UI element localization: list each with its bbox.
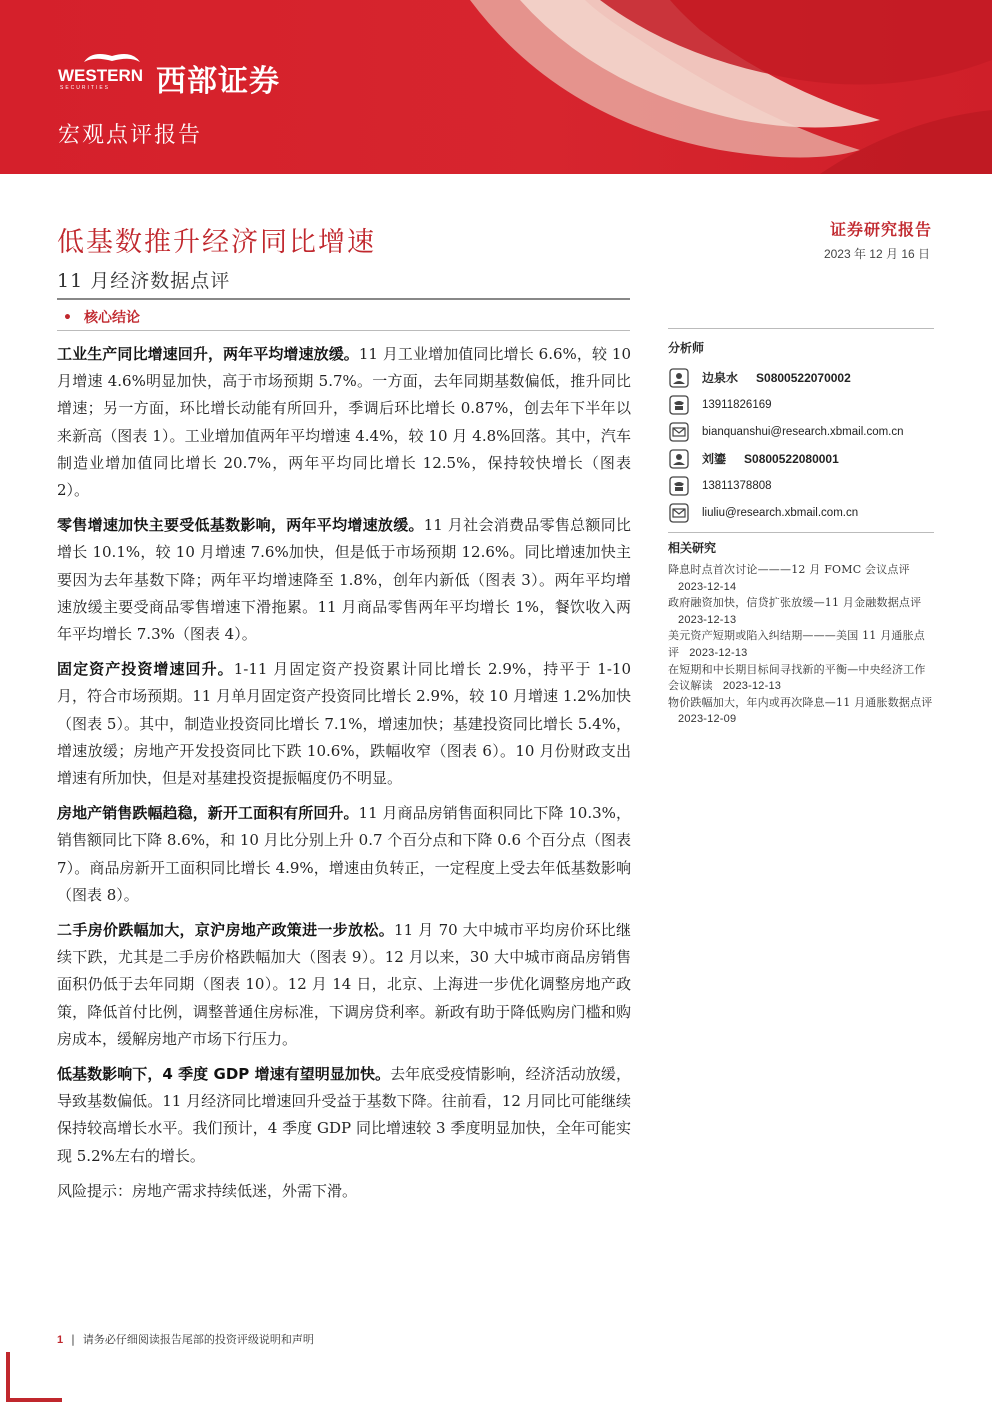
- analyst-phone: 13811378808: [702, 479, 772, 492]
- paragraph-property-sales: [57, 800, 631, 909]
- core-conclusion-heading: [63, 307, 140, 327]
- paragraph-lead: 固定资产投资增速回升。: [57, 660, 234, 679]
- analyst-email[interactable]: bianquanshui@research.xbmail.com.cn: [702, 425, 904, 438]
- analyst-cert-code: S0800522070002: [756, 370, 851, 385]
- logo-chinese: 西部证券: [156, 64, 280, 99]
- logo-english: WESTERN: [58, 66, 143, 85]
- email-icon: [668, 422, 690, 442]
- related-date: 2023-12-09: [678, 713, 737, 726]
- phone-icon: [668, 395, 690, 415]
- page-number: 1: [57, 1334, 64, 1346]
- related-date: 2023-12-13: [678, 613, 737, 626]
- report-title: 低基数推升经济同比增速: [57, 227, 376, 258]
- paragraph-text: 11 月 70 大中城市平均房价环比继续下跌，尤其是二手房价格跌幅加大（图表 9）。12 月以来，30 大中城市商品房销售面积仍低于去年同期（图表 10）。12 月 14 日，北京、上海进一步优化调整房地产政策，降低首付比例，调整普通住房标准，下调房贷利率。新政有助于降低购房门槛和购房成本，缓解房地产市场下行压力。: [57, 921, 631, 1048]
- page-footer: [57, 1331, 314, 1347]
- paragraph-lead: 零售增速加快主要受低基数影响，两年平均增速放缓。: [57, 516, 424, 535]
- paragraph-investment: [57, 656, 631, 792]
- corner-mark-vertical: [6, 1352, 10, 1402]
- title-divider: [57, 298, 630, 300]
- related-research-item[interactable]: [668, 662, 934, 695]
- sidebar-divider: [668, 328, 934, 329]
- document-type: 证券研究报告: [829, 220, 932, 239]
- bull-logo-icon: [82, 48, 142, 68]
- related-title: 在短期和中长期目标间寻找新的平衡—中央经济工作会议解读: [668, 662, 926, 693]
- paragraph-lead: 房地产销售跌幅趋稳，新开工面积有所回升。: [57, 804, 359, 823]
- logo-english-sub: SECURITIES: [60, 85, 111, 91]
- related-research-list: [668, 562, 934, 728]
- footer-separator: |: [71, 1333, 75, 1346]
- sidebar-divider: [668, 532, 934, 533]
- paragraph-gdp: [57, 1061, 631, 1170]
- related-date: 2023-12-14: [678, 580, 737, 593]
- paragraph-text: 11 月工业增加值同比增长 6.6%，较 10 月增速 4.6%明显加快，高于市场预期 5.7%。一方面，去年同期基数偏低，推升同比增速；另一方面，环比增长动能有所回升，季调后环比增长 0.87%，创去年下半年以来新高（图表 1）。工业增加值两年平均增速 4.4%，较 10 月 4.8%回落。其中，汽车制造业增加值同比增长 20.7%，两年平均同比增长 12.5%，保持较快增长（图表 2）。: [57, 345, 631, 500]
- related-title: 物价跌幅加大，年内或再次降息—11 月通胀数据点评: [668, 695, 933, 709]
- related-research-item[interactable]: [668, 628, 934, 661]
- related-title: 政府融资加快，信贷扩张放缓—11 月金融数据点评: [668, 596, 922, 610]
- report-type: 宏观点评报告: [58, 123, 203, 148]
- paragraph-industry: [57, 341, 631, 504]
- core-conclusion-label: 核心结论: [83, 310, 140, 326]
- bullet: •: [63, 310, 72, 326]
- paragraph-risk: [57, 1178, 631, 1205]
- footer-disclaimer: 请务必仔细阅读报告尾部的投资评级说明和声明: [82, 1333, 314, 1346]
- phone-icon: [668, 476, 690, 496]
- paragraph-retail: [57, 512, 631, 648]
- related-title: 降息时点首次讨论———12 月 FOMC 会议点评: [668, 563, 910, 576]
- analyst-email-row: [668, 499, 934, 526]
- analyst-name: 边泉水: [702, 371, 739, 385]
- person-icon: [668, 449, 690, 469]
- person-icon: [668, 368, 690, 388]
- related-date: 2023-12-13: [689, 646, 748, 659]
- paragraph-housing-prices: [57, 917, 631, 1053]
- related-title: 美元资产短期或陷入纠结期———美国 11 月通胀点评: [668, 629, 925, 659]
- related-research-item[interactable]: [668, 562, 934, 595]
- body-column: [57, 341, 631, 1213]
- analyst-name: 刘鎏: [702, 452, 727, 466]
- analyst-email-row: [668, 418, 934, 445]
- report-date: 2023 年 12 月 16 日: [823, 247, 930, 261]
- analyst-phone-row: [668, 391, 934, 418]
- paragraph-lead: 二手房价跌幅加大，京沪房地产政策进一步放松。: [57, 921, 395, 940]
- analyst-phone: 13911826169: [702, 398, 772, 411]
- paragraph-text: 11 月社会消费品零售总额同比增长 10.1%，较 10 月增速 7.6%加快，但是低于市场预期 12.6%。同比增速加快主要因为去年基数下降；两年平均增速降至 1.8%，创年内新低（图表 3）。两年平均增速放缓主要受商品零售增速下滑拖累。11 月商品零售两年平均增长 1%，餐饮收入两年平均增长 7.3%（图表 4）。: [57, 516, 631, 644]
- related-research-item[interactable]: [668, 695, 934, 728]
- paragraph-lead: 工业生产同比增速回升，两年平均增速放缓。: [57, 345, 359, 363]
- related-research-label: 相关研究: [668, 541, 717, 555]
- paragraph-text: 11 月商品房销售面积同比下降 10.3%，销售额同比下降 8.6%，和 10 月比分别上升 0.7 个百分点和下降 0.6 个百分点（图表 7）。商品房新开工面积同比增长 4.9%，增速由负转正，一定程度上受去年低基数影响（图表 8）。: [57, 804, 631, 904]
- report-subtitle: 11 月经济数据点评: [57, 270, 231, 292]
- paragraph-text: 去年底受疫情影响，经济活动放缓，导致基数偏低。11 月经济同比增速回升受益于基数下降。往前看，12 月同比可能继续保持较高增长水平。我们预计，4 季度 GDP 同比增速较 3 季度明显加快，全年可能实现 5.2%左右的增长。: [57, 1065, 631, 1165]
- related-research-item[interactable]: [668, 595, 934, 628]
- paragraph-lead: 低基数影响下，4 季度 GDP 增速有望明显加快。: [57, 1065, 391, 1084]
- related-date: 2023-12-13: [722, 680, 782, 693]
- analyst-phone-row: [668, 472, 934, 499]
- analyst-label: 分析师: [668, 341, 705, 355]
- corner-mark-horizontal: [6, 1398, 62, 1402]
- core-divider: [57, 330, 630, 331]
- analyst-cert-code: S0800522080001: [744, 451, 839, 466]
- email-icon: [668, 503, 690, 523]
- header-banner: [0, 0, 992, 174]
- sidebar: [668, 328, 934, 728]
- analyst-name-row: [668, 364, 934, 391]
- analyst-name-row: [668, 445, 934, 472]
- analyst-email[interactable]: liuliu@research.xbmail.com.cn: [702, 506, 859, 519]
- paragraph-text: 风险提示：房地产需求持续低迷，外需下滑。: [57, 1181, 358, 1200]
- paragraph-text: 1-11 月固定资产投资累计同比增长 2.9%，持平于 1-10 月，符合市场预期。11 月单月固定资产投资同比增长 2.9%，较 10 月增速 1.2%加快（图表 5）。其中，制造业投资同比增长 7.1%，增速加快；基建投资同比增长 5.4%，增速放缓；房地产开发投资同比下跌 10.6%，跌幅收窄（图表 6）。10 月份财政支出增速有所加快，但是对基建投资提振幅度仍不明显。: [57, 660, 631, 788]
